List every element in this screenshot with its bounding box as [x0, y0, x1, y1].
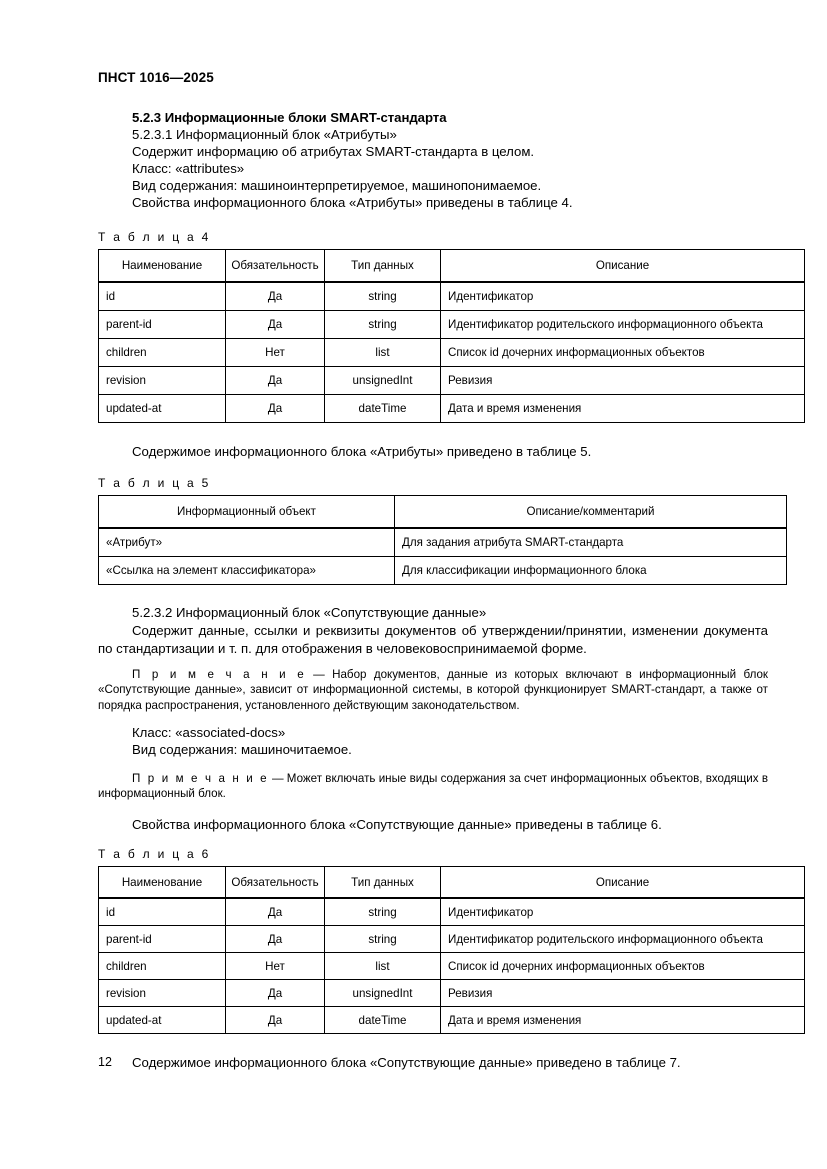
after-table6-paragraph: Содержимое информационного блока «Сопутствующие данные» приведено в таблице 7.: [132, 1055, 681, 1071]
table4-cell: list: [325, 339, 441, 367]
table4-cell: string: [325, 282, 441, 311]
table6-cell: id: [99, 898, 226, 926]
table6-header-cell: Описание: [441, 867, 805, 899]
table5: [98, 495, 787, 585]
table5-caption: Т а б л и ц а 5: [98, 476, 211, 491]
table4-header-cell: Описание: [441, 250, 805, 283]
note-1-label: П р и м е ч а н и е: [132, 667, 306, 681]
table-row: [99, 282, 805, 311]
subsection-heading-5231: 5.2.3.1 Информационный блок «Атрибуты»: [132, 127, 397, 142]
table6-cell: Список id дочерних информационных объектов: [441, 953, 805, 980]
note-2-text: — Может включать иные виды содержания за счет информационных объектов, входящих в информационный блок.: [98, 771, 768, 801]
table6-cell: Да: [226, 980, 325, 1007]
table6-header-cell: Тип данных: [325, 867, 441, 899]
table6-cell: Идентификатор родительского информационного объекта: [441, 926, 805, 953]
table-row: [99, 980, 805, 1007]
table6: [98, 866, 805, 1034]
table-row: [99, 1007, 805, 1034]
table6-cell: children: [99, 953, 226, 980]
table6-cell: parent-id: [99, 926, 226, 953]
table4-cell: Да: [226, 282, 325, 311]
note-2: [98, 771, 768, 802]
table-row: [99, 557, 787, 585]
table-row: [99, 528, 787, 557]
table4-cell: Идентификатор родительского информационного объекта: [441, 311, 805, 339]
table6-cell: Нет: [226, 953, 325, 980]
table4-cell: dateTime: [325, 395, 441, 423]
note-1-text: — Набор документов, данные из которых включают в информационный блок «Сопутствующие данные», зависит от информационной системы, в которой функционирует SMART-стандарт, а также от порядка распространения, установленного действующим законодательством.: [98, 667, 768, 712]
table6-cell: Да: [226, 926, 325, 953]
table5-cell: «Ссылка на элемент классификатора»: [99, 557, 395, 585]
table6-cell: Да: [226, 1007, 325, 1034]
table4-cell: id: [99, 282, 226, 311]
table-row: [99, 395, 805, 423]
table4-cell: revision: [99, 367, 226, 395]
section-heading: 5.2.3 Информационные блоки SMART-стандарта: [132, 110, 447, 125]
table4-header-cell: Обязательность: [226, 250, 325, 283]
table6-cell: Дата и время изменения: [441, 1007, 805, 1034]
table-row: [99, 898, 805, 926]
table4-cell: Да: [226, 311, 325, 339]
table6-cell: string: [325, 926, 441, 953]
table4-cell: parent-id: [99, 311, 226, 339]
associated-docs-content-kind-line: Вид содержания: машиночитаемое.: [132, 741, 352, 757]
table-row: [99, 339, 805, 367]
table4-header-cell: Тип данных: [325, 250, 441, 283]
table6-cell: Идентификатор: [441, 898, 805, 926]
table4-cell: Да: [226, 395, 325, 423]
table5-header-row: [99, 496, 787, 529]
table6-cell: updated-at: [99, 1007, 226, 1034]
note-1: [98, 667, 768, 713]
table4-cell: children: [99, 339, 226, 367]
table5-cell: Для задания атрибута SMART-стандарта: [395, 528, 787, 557]
table6-caption: Т а б л и ц а 6: [98, 847, 211, 862]
table5-cell: Для классификации информационного блока: [395, 557, 787, 585]
page-content: [98, 110, 768, 1072]
table4-cell: Список id дочерних информационных объектов: [441, 339, 805, 367]
note-2-label: П р и м е ч а н и е: [132, 771, 269, 785]
table-row: [99, 311, 805, 339]
table6-cell: dateTime: [325, 1007, 441, 1034]
table5-header-cell: Описание/комментарий: [395, 496, 787, 529]
table6-cell: list: [325, 953, 441, 980]
table4-cell: unsignedInt: [325, 367, 441, 395]
table5-cell: «Атрибут»: [99, 528, 395, 557]
table6-header-cell: Обязательность: [226, 867, 325, 899]
table4-cell: Да: [226, 367, 325, 395]
table4-header-cell: Наименование: [99, 250, 226, 283]
table-row: [99, 367, 805, 395]
table4-caption: Т а б л и ц а 4: [98, 230, 211, 244]
table4-cell: Дата и время изменения: [441, 395, 805, 423]
after-table4-paragraph: Содержимое информационного блока «Атрибуты» приведено в таблице 5.: [132, 444, 592, 459]
attributes-contains-line: Содержит информацию об атрибутах SMART-стандарта в целом.: [132, 144, 535, 159]
table4-header-row: [99, 250, 805, 283]
table6-header-cell: Наименование: [99, 867, 226, 899]
table6-cell: string: [325, 898, 441, 926]
associated-docs-class-line: Класс: «associated-docs»: [132, 724, 286, 740]
table4-cell: Идентификатор: [441, 282, 805, 311]
table4-cell: updated-at: [99, 395, 226, 423]
table4-cell: string: [325, 311, 441, 339]
before-table6-paragraph: Свойства информационного блока «Сопутствующие данные» приведены в таблице 6.: [132, 816, 662, 832]
table6-header-row: [99, 867, 805, 899]
table6-cell: unsignedInt: [325, 980, 441, 1007]
attributes-properties-ref-line: Свойства информационного блока «Атрибуты» приведены в таблице 4.: [132, 195, 573, 210]
table5-header-cell: Информационный объект: [99, 496, 395, 529]
table-row: [99, 926, 805, 953]
running-header: ПНСТ 1016—2025: [98, 70, 214, 85]
page-number: 12: [98, 1055, 112, 1069]
attributes-content-kind-line: Вид содержания: машиноинтерпретируемое, машинопонимаемое.: [132, 178, 542, 193]
table6-cell: revision: [99, 980, 226, 1007]
table-row: [99, 953, 805, 980]
table4-cell: Ревизия: [441, 367, 805, 395]
subsection-heading-5232: 5.2.3.2 Информационный блок «Сопутствующие данные»: [132, 605, 487, 621]
table6-cell: Да: [226, 898, 325, 926]
associated-docs-paragraph: Содержит данные, ссылки и реквизиты документов об утверждении/принятии, изменении документа по стандартизации и т. п. для отображения в человековоспринимаемой форме.: [98, 623, 768, 656]
attributes-class-line: Класс: «attributes»: [132, 161, 245, 176]
table4-cell: Нет: [226, 339, 325, 367]
table4: [98, 249, 805, 423]
table6-cell: Ревизия: [441, 980, 805, 1007]
